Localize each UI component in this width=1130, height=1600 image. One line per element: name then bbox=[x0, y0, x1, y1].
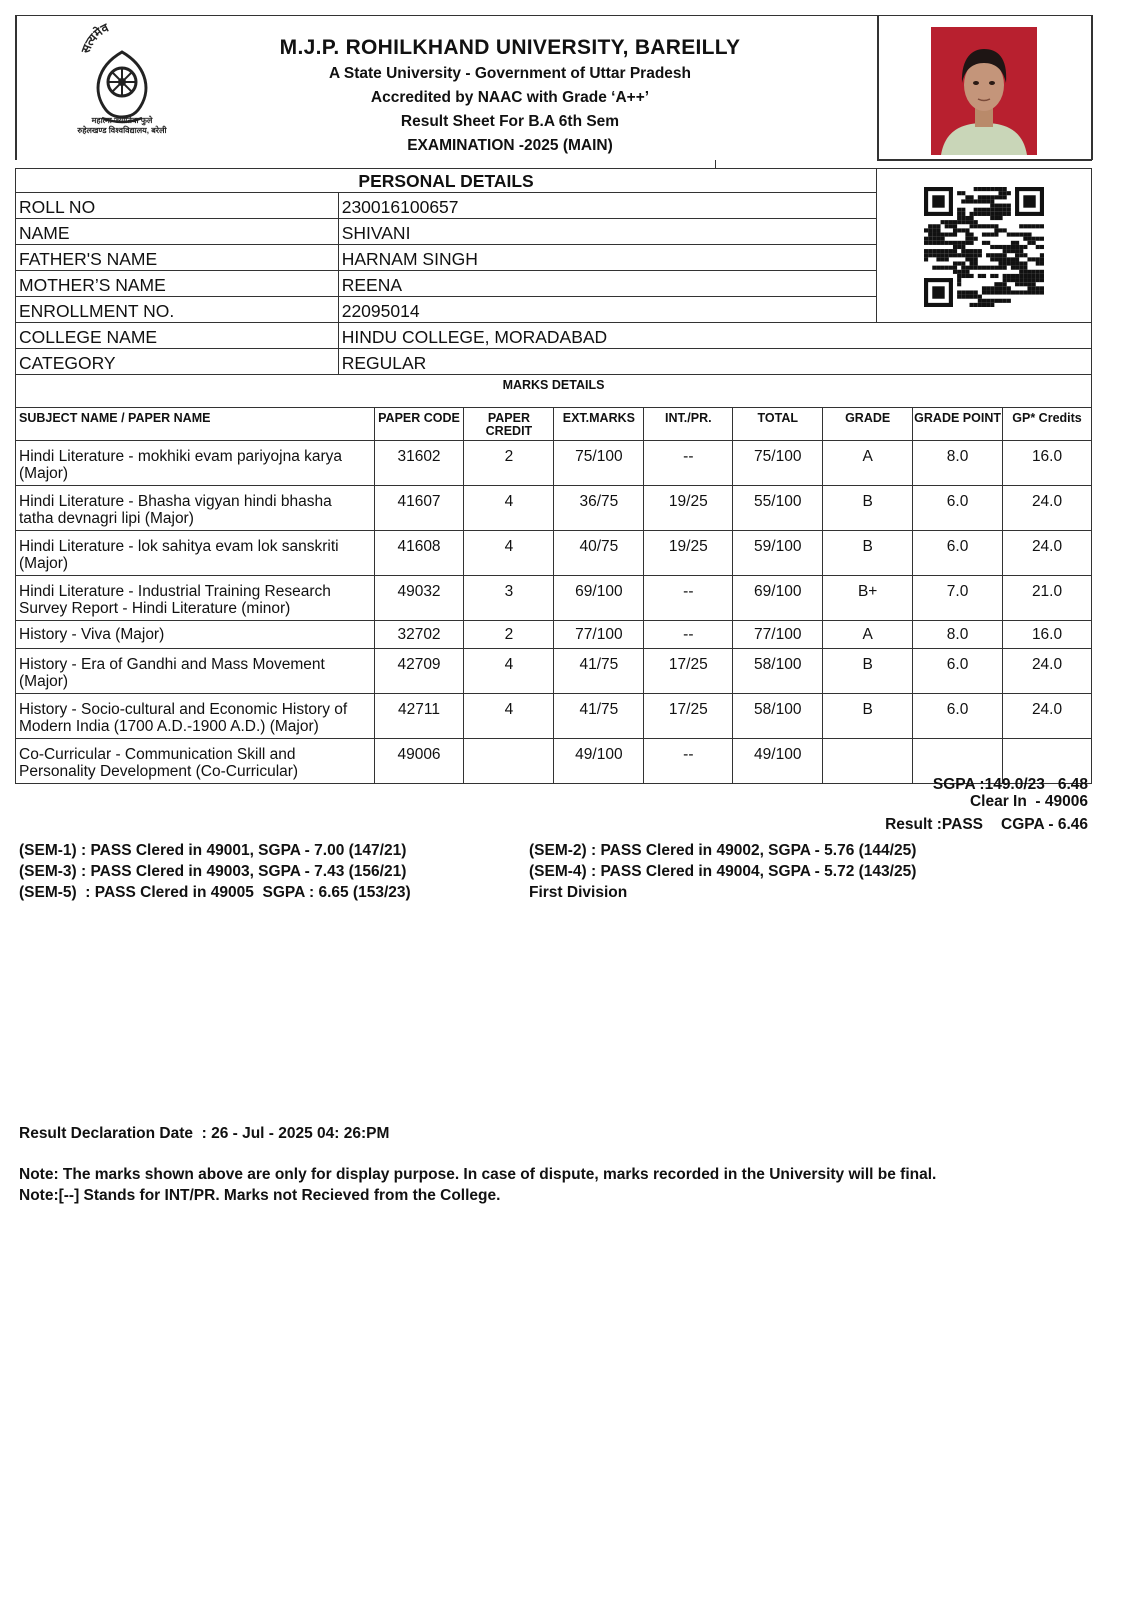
qr-code-icon bbox=[924, 187, 1044, 307]
subject-cell: Hindi Literature - mokhiki evam pariyojna karya (Major) bbox=[16, 441, 375, 486]
marks-table bbox=[15, 374, 1092, 784]
ext-marks-cell: 75/100 bbox=[554, 441, 644, 486]
accreditation-line: Accredited by NAAC with Grade ‘A++’ bbox=[370, 89, 650, 106]
grade-point-cell: 8.0 bbox=[913, 441, 1003, 486]
paper-code-cell: 41607 bbox=[374, 486, 464, 531]
paper-credit-cell: 4 bbox=[464, 649, 554, 694]
result-declaration-date: Result Declaration Date : 26 - Jul - 2025 04: 26:PM bbox=[19, 1125, 390, 1142]
header-border-left bbox=[15, 15, 17, 160]
sem-4-result: (SEM-4) : PASS Clered in 49004, SGPA - 5.72 (143/25) bbox=[529, 863, 917, 880]
int-pr-cell: 19/25 bbox=[644, 486, 733, 531]
int-pr-cell: 17/25 bbox=[644, 649, 733, 694]
paper-credit-cell: 4 bbox=[464, 694, 554, 739]
paper-credit-cell: 4 bbox=[464, 486, 554, 531]
paper-code-cell: 49006 bbox=[374, 739, 464, 784]
paper-code-cell: 32702 bbox=[374, 621, 464, 649]
note-display-purpose: Note: The marks shown above are only for display purpose. In case of dispute, marks recorded in the University will be final. bbox=[19, 1166, 937, 1183]
col-grade: GRADE bbox=[823, 408, 913, 441]
svg-text:सत्यमेव: सत्यमेव bbox=[78, 22, 111, 56]
paper-credit-cell: 2 bbox=[464, 441, 554, 486]
col-total: TOTAL bbox=[733, 408, 823, 441]
ext-marks-cell: 69/100 bbox=[554, 576, 644, 621]
total-cell: 75/100 bbox=[733, 441, 823, 486]
header-titles bbox=[200, 34, 820, 158]
roll-no-label: ROLL NO bbox=[16, 193, 339, 219]
grade-cell: B bbox=[823, 649, 913, 694]
note-int-pr: Note:[--] Stands for INT/PR. Marks not Recieved from the College. bbox=[19, 1187, 501, 1204]
table-row bbox=[16, 649, 1092, 694]
gp-credits-cell: 16.0 bbox=[1003, 621, 1092, 649]
sgpa-summary bbox=[933, 776, 1088, 810]
mother-name-label: MOTHER’S NAME bbox=[16, 271, 339, 297]
enrollment-no-label: ENROLLMENT NO. bbox=[16, 297, 339, 323]
grade-cell: B bbox=[823, 531, 913, 576]
personal-details-grid bbox=[15, 168, 1092, 375]
table-row bbox=[16, 694, 1092, 739]
grade-cell: B bbox=[823, 694, 913, 739]
subject-cell: History - Era of Gandhi and Mass Movement (Major) bbox=[16, 649, 375, 694]
sem-2-result: (SEM-2) : PASS Clered in 49002, SGPA - 5.76 (144/25) bbox=[529, 842, 917, 859]
table-row bbox=[16, 576, 1092, 621]
subject-cell: Co-Curricular - Communication Skill and Personality Development (Co-Curricular) bbox=[16, 739, 375, 784]
table-row bbox=[16, 739, 1092, 784]
photo-box-bottom bbox=[877, 159, 1092, 161]
category-value: REGULAR bbox=[338, 349, 1091, 375]
subject-cell: History - Viva (Major) bbox=[16, 621, 375, 649]
father-name-label: FATHER'S NAME bbox=[16, 245, 339, 271]
name-value: SHIVANI bbox=[338, 219, 876, 245]
grade-cell: A bbox=[823, 441, 913, 486]
college-name-label: COLLEGE NAME bbox=[16, 323, 339, 349]
marks-details-section bbox=[15, 374, 1092, 784]
table-row bbox=[16, 441, 1092, 486]
grade-point-cell: 6.0 bbox=[913, 486, 1003, 531]
subject-cell: History - Socio-cultural and Economic History of Modern India (1700 A.D.-1900 A.D.) (Major) bbox=[16, 694, 375, 739]
total-cell: 49/100 bbox=[733, 739, 823, 784]
sem-1-result: (SEM-1) : PASS Clered in 49001, SGPA - 7.00 (147/21) bbox=[19, 842, 407, 859]
university-status: A State University - Government of Uttar Pradesh bbox=[328, 65, 692, 82]
sgpa-value: SGPA :149.0/23 6.48 bbox=[932, 776, 1088, 793]
notes bbox=[19, 1164, 936, 1206]
paper-code-cell: 42711 bbox=[374, 694, 464, 739]
name-label: NAME bbox=[16, 219, 339, 245]
logo-caption bbox=[60, 116, 184, 136]
grade-cell: B+ bbox=[823, 576, 913, 621]
semester-history-right bbox=[529, 840, 916, 903]
gp-credits-cell: 24.0 bbox=[1003, 649, 1092, 694]
logo-caption-line1: महात्मा ज्योतिबा फुले bbox=[91, 116, 153, 125]
ext-marks-cell: 41/75 bbox=[554, 649, 644, 694]
int-pr-cell: -- bbox=[644, 441, 733, 486]
col-paper-code: PAPER CODE bbox=[374, 408, 464, 441]
col-int-pr: INT./PR. bbox=[644, 408, 733, 441]
col-grade-point: GRADE POINT bbox=[913, 408, 1003, 441]
subject-cell: Hindi Literature - Bhasha vigyan hindi bhasha tatha devnagri lipi (Major) bbox=[16, 486, 375, 531]
header-divider bbox=[877, 15, 879, 160]
paper-code-cell: 41608 bbox=[374, 531, 464, 576]
int-pr-cell: -- bbox=[644, 576, 733, 621]
total-cell: 69/100 bbox=[733, 576, 823, 621]
int-pr-cell: -- bbox=[644, 621, 733, 649]
table-row bbox=[16, 531, 1092, 576]
ext-marks-cell: 36/75 bbox=[554, 486, 644, 531]
university-name: M.J.P. ROHILKHAND UNIVERSITY, BAREILLY bbox=[279, 36, 741, 59]
division: First Division bbox=[529, 884, 628, 901]
col-subject: SUBJECT NAME / PAPER NAME bbox=[16, 408, 375, 441]
result-sheet-title: Result Sheet For B.A 6th Sem bbox=[400, 113, 620, 130]
student-photo bbox=[931, 27, 1037, 155]
result-line bbox=[885, 816, 1088, 834]
personal-details-heading: PERSONAL DETAILS bbox=[16, 169, 877, 193]
category-label: CATEGORY bbox=[16, 349, 339, 375]
grade-point-cell: 8.0 bbox=[913, 621, 1003, 649]
col-ext-marks: EXT.MARKS bbox=[554, 408, 644, 441]
paper-code-cell: 49032 bbox=[374, 576, 464, 621]
paper-credit-cell: 3 bbox=[464, 576, 554, 621]
paper-code-cell: 42709 bbox=[374, 649, 464, 694]
grade-point-cell: 6.0 bbox=[913, 694, 1003, 739]
logo-caption-line2: रुहेलखण्ड विश्वविद्यालय, बरेली bbox=[77, 126, 167, 135]
grade-cell: A bbox=[823, 621, 913, 649]
paper-credit-cell: 4 bbox=[464, 531, 554, 576]
grade-cell: B bbox=[823, 486, 913, 531]
col-gp-credits: GP* Credits bbox=[1003, 408, 1092, 441]
grade-point-cell: 7.0 bbox=[913, 576, 1003, 621]
qr-code-cell bbox=[877, 169, 1092, 323]
grade-point-cell: 6.0 bbox=[913, 649, 1003, 694]
int-pr-cell: -- bbox=[644, 739, 733, 784]
total-cell: 77/100 bbox=[733, 621, 823, 649]
marks-details-heading: MARKS DETAILS bbox=[16, 375, 1092, 408]
sem-3-result: (SEM-3) : PASS Clered in 49003, SGPA - 7.43 (156/21) bbox=[19, 863, 407, 880]
header-tick bbox=[715, 160, 716, 168]
subject-cell: Hindi Literature - lok sahitya evam lok sanskriti (Major) bbox=[16, 531, 375, 576]
clear-in-value: Clear In - 49006 bbox=[969, 793, 1088, 810]
total-cell: 55/100 bbox=[733, 486, 823, 531]
father-name-value: HARNAM SINGH bbox=[338, 245, 876, 271]
ext-marks-cell: 77/100 bbox=[554, 621, 644, 649]
roll-no-value: 230016100657 bbox=[338, 193, 876, 219]
mother-name-value: REENA bbox=[338, 271, 876, 297]
sem-5-result: (SEM-5) : PASS Clered in 49005 SGPA : 6.65 (153/23) bbox=[19, 884, 411, 901]
cgpa-value: CGPA - 6.46 bbox=[1001, 816, 1088, 833]
total-cell: 58/100 bbox=[733, 694, 823, 739]
result-status: Result :PASS bbox=[885, 816, 983, 833]
table-row bbox=[16, 621, 1092, 649]
gp-credits-cell: 24.0 bbox=[1003, 531, 1092, 576]
total-cell: 59/100 bbox=[733, 531, 823, 576]
college-name-value: HINDU COLLEGE, MORADABAD bbox=[338, 323, 1091, 349]
int-pr-cell: 17/25 bbox=[644, 694, 733, 739]
grade-point-cell: 6.0 bbox=[913, 531, 1003, 576]
subject-cell: Hindi Literature - Industrial Training Research Survey Report - Hindi Literature (minor) bbox=[16, 576, 375, 621]
gp-credits-cell: 24.0 bbox=[1003, 486, 1092, 531]
gp-credits-cell: 16.0 bbox=[1003, 441, 1092, 486]
gp-credits-cell: 21.0 bbox=[1003, 576, 1092, 621]
paper-credit-cell bbox=[464, 739, 554, 784]
enrollment-no-value: 22095014 bbox=[338, 297, 876, 323]
paper-credit-cell: 2 bbox=[464, 621, 554, 649]
examination-title: EXAMINATION -2025 (MAIN) bbox=[407, 137, 613, 154]
int-pr-cell: 19/25 bbox=[644, 531, 733, 576]
gp-credits-cell: 24.0 bbox=[1003, 694, 1092, 739]
ext-marks-cell: 40/75 bbox=[554, 531, 644, 576]
ext-marks-cell: 41/75 bbox=[554, 694, 644, 739]
semester-history-left bbox=[19, 840, 411, 903]
header-border-right bbox=[1091, 15, 1093, 160]
table-row bbox=[16, 486, 1092, 531]
ext-marks-cell: 49/100 bbox=[554, 739, 644, 784]
paper-code-cell: 31602 bbox=[374, 441, 464, 486]
total-cell: 58/100 bbox=[733, 649, 823, 694]
grade-cell bbox=[823, 739, 913, 784]
col-paper-credit: PAPER CREDIT bbox=[464, 408, 554, 441]
